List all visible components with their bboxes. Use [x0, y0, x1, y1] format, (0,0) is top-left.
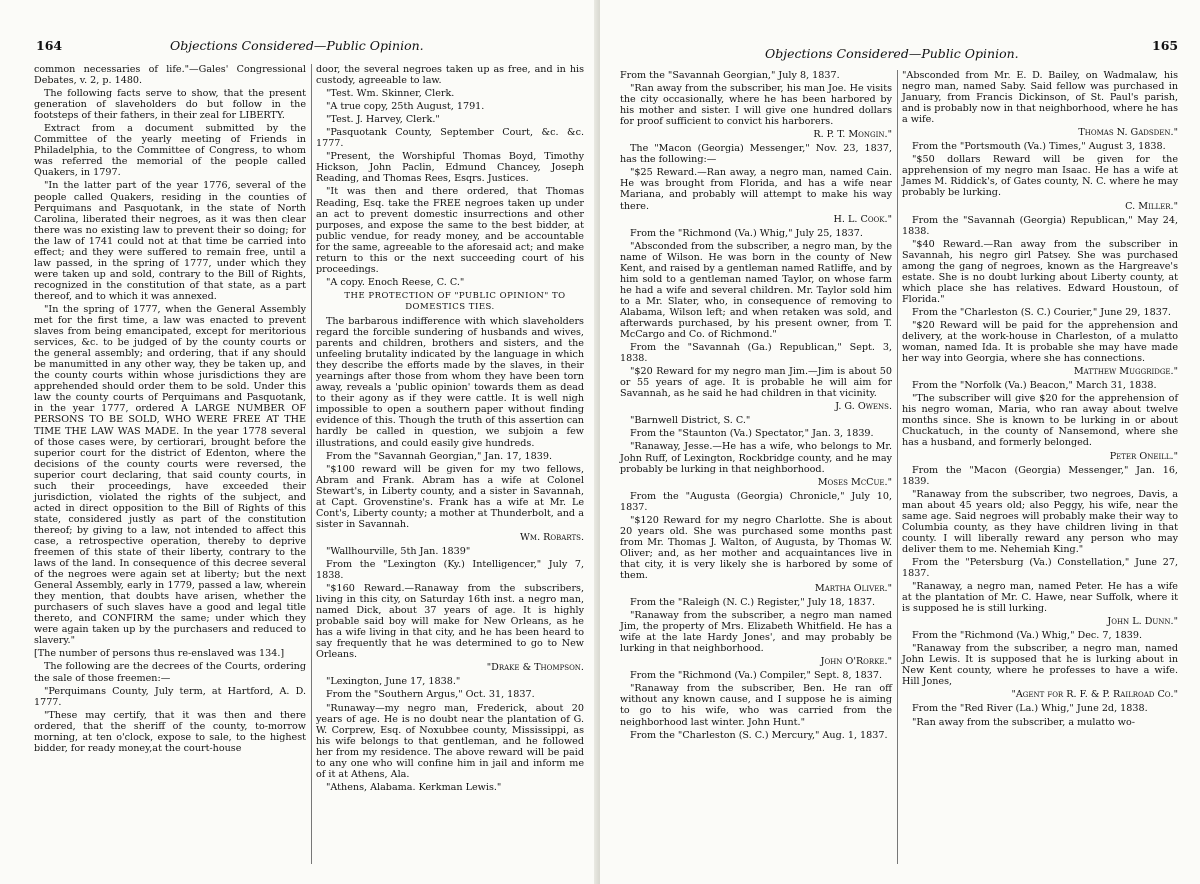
signature: Moses McCue."	[817, 476, 892, 488]
right-column-2	[902, 70, 1178, 730]
paragraph: "Test. J. Harvey, Clerk."	[326, 114, 440, 126]
paragraph: "Ranaway from the subscriber, a negro man named Jim, the property of Mrs. Elizabeth Whitfield. He has a wife at the late Hardy Jones', and may probably be lurking in that neighborhood.	[620, 610, 892, 655]
paragraph: "Ran away from the subscriber, his man Joe. He visits the city occasionally, where he has been harbored by his mother and sister. I will give one hundred dollars for proof sufficient to convict his harborers.	[620, 83, 892, 128]
paragraph: "Ranaway from the subscriber, a negro man, named John Lewis. It is supposed that he is lurking about in New Kent county, where he professes to have a wife. Hill Jones,	[902, 643, 1178, 688]
signature: John O'Rorke."	[820, 656, 892, 668]
paragraph: "Wallhourville, 5th Jan. 1839"	[326, 545, 471, 557]
paragraph: From the "Staunton (Va.) Spectator," Jan. 3, 1839.	[630, 428, 874, 440]
signature: Peter Oneill."	[1109, 450, 1178, 462]
paragraph: "Present, the Worshipful Thomas Boyd, Timothy Hickson, John Paclin, Edmund Chancey, Joseph Reading, and Thomas Rees, Esqrs. Justices.	[316, 151, 584, 185]
paragraph: From the "Richmond (Va.) Whig," July 25, 1837.	[630, 227, 863, 239]
paragraph: [The number of persons thus re-enslaved was 134.]	[34, 648, 285, 660]
signature: Wm. Robarts.	[520, 531, 584, 543]
paragraph: From the "Richmond (Va.) Whig," Dec. 7, 1839.	[912, 630, 1143, 642]
paragraph: From the "Savannah Georgian," July 8, 1837.	[620, 70, 840, 81]
signature: H. L. Cook."	[833, 213, 892, 225]
paragraph: From the "Richmond (Va.) Compiler," Sept. 8, 1837.	[630, 670, 883, 682]
column-rule	[311, 64, 312, 864]
paragraph: "Absconded from the subscriber, a negro man, by the name of Wilson. He was born in the county of New Kent, and raised by a gentleman named Ratliffe, and by him sold to a gentleman named Taylor, on whose farm he had a wife and several children. Mr. Taylor sold him to a Mr. Slater, who, in consequence of removing to Alabama, Wilson left; and when retaken was sold, and afterwards purchased, by his present owner, from T. McCargo and Co. of Richmond."	[620, 240, 892, 341]
paragraph: From the "Savannah (Ga.) Republican," Sept. 3, 1838.	[620, 342, 892, 365]
signature: Thomas N. Gadsden."	[1078, 127, 1178, 139]
paragraph: From the "Red River (La.) Whig," June 2d, 1838.	[912, 703, 1148, 715]
paragraph: "$120 Reward for my negro Charlotte. She is about 20 years old. She was purchased some months past from Mr. Thomas J. Walton, of Augusta, by Thomas W. Oliver; and, as her mother and acquaintances live in that city, it is very likely she is harbored by some of them.	[620, 514, 892, 581]
paragraph: From the "Savannah (Georgia) Republican," May 24, 1838.	[902, 214, 1178, 237]
paragraph: The barbarous indifference with which slaveholders regard the forcible sundering of husbands and wives, parents and children, brothers and sisters, and the unfeeling brutality indicated by the language in which they describe the efforts made by the slaves, in their yearnings after those from whom they have been torn away, reveals a 'public opinion' towards them as dead to their agony as if they were cattle. It is well nigh impossible to open a southern paper without finding evidence of this. Though the truth of this assertion can hardly be called in question, we subjoin a few illustrations, and could easily give hundreds.	[316, 315, 584, 449]
column-rule	[897, 70, 898, 864]
paragraph: "Pasquotank County, September Court, &c. &c. 1777.	[316, 127, 584, 150]
paragraph: "A copy. Enoch Reese, C. C."	[326, 276, 465, 288]
paragraph: From the "Augusta (Georgia) Chronicle," July 10, 1837.	[620, 490, 892, 513]
section-heading: THE PROTECTION OF "PUBLIC OPINION" TO DOMESTICS TIES.	[344, 290, 566, 312]
paragraph: door, the several negroes taken up as free, and in his custody, agreeable to law.	[316, 64, 584, 87]
paragraph: "These may certify, that it was then and there ordered, that the sheriff of the county, to-morrow morning, at ten o'clock, expose to sale, to the highest bidder, for ready money,at the court-house	[34, 709, 306, 754]
paragraph: From the "Southern Argus," Oct. 31, 1837.	[326, 689, 535, 701]
paragraph: "Lexington, June 17, 1838."	[326, 676, 461, 688]
paragraph: From the "Lexington (Ky.) Intelligencer," July 7, 1838.	[316, 558, 584, 582]
paragraph: From the "Charleston (S. C.) Mercury," Aug. 1, 1837.	[630, 729, 888, 741]
paragraph: "In the spring of 1777, when the General Assembly met for the first time, a law was enacted to prevent slaves from being emancipated, except for meritorious services, &c. to be judged of by the county courts or the general assembly; and ordering, that if any should be manumitted in any other way, they be taken up, and the county courts within whose jurisdictions they are apprehended should order them to be sold. Under this law the county courts of Perquimans and Pasquotank, in the year 1777, ordered A LARGE NUMBER OF PERSONS TO BE SOLD, WHO WERE FREE AT THE TIME THE LAW WAS MADE. In the year 1778 several of those cases were, by certiorari, brought before the superior court for the district of Edenton, where the decisions of the county courts were reversed, the superior court declaring, that said county courts, in such their proceedings, have exceeded their jurisdiction, violated the rights of the subject, and acted in direct opposition to the Bill of Rights of this state, considered justly as part of the constitution thereof; by giving to a law, not intended to affect this case, a retrospective operation, thereby to deprive freemen of this state of their liberty, contrary to the laws of the land. In consequence of this decree several of the negroes were again set at liberty; but the next General Assembly, early in 1779, passed a law, wherein they mention, that doubts have arisen, whether the purchasers of such slaves have a good and legal title thereto, and CONFIRM the same; under which they were again taken up by the purchasers and reduced to slavery."	[34, 303, 306, 647]
paragraph: "Ranaway from the subscriber, Ben. He ran off without any known cause, and I suppose he is aiming to go to his wife, who was carried from the neighborhood last winter. John Hunt."	[620, 683, 892, 728]
paragraph: "$25 Reward.—Ran away, a negro man, named Cain. He was brought from Florida, and has a wife near Mariana, and probably will attempt to make his way there.	[620, 167, 892, 212]
paragraph: From the "Macon (Georgia) Messenger," Jan. 16, 1839.	[902, 464, 1178, 487]
paragraph: "Perquimans County, July term, at Hartford, A. D. 1777.	[34, 685, 306, 708]
paragraph: "$50 dollars Reward will be given for the apprehension of my negro man Isaac. He has a wife at James M. Riddick's, of Gates county, N. C. where he may probably be lurking.	[902, 154, 1178, 199]
paragraph: "$40 Reward.—Ran away from the subscriber in Savannah, his negro girl Patsey. She was purchased among the gang of negroes, known as the Hargreave's estate. She is no doubt lurking about Liberty county, at which place she has relatives. Edward Houstoun, of Florida."	[902, 238, 1178, 305]
signature: J. G. Owens.	[835, 401, 892, 413]
signature: "Agent for R. F. & P. Railroad Co."	[1011, 689, 1178, 701]
paragraph: From the "Charleston (S. C.) Courier," June 29, 1837.	[912, 306, 1171, 318]
right-running-title: Objections Considered—Public Opinion.	[765, 46, 1019, 61]
signature: Matthew Muggridge."	[1073, 366, 1178, 378]
paragraph: Extract from a document submitted by the Committee of the yearly meeting of Friends in Philadelphia, to the Committee of Congress, to whom was referred the memorial of the people called Quakers, in 1797.	[34, 123, 306, 179]
paragraph: "Ranaway from the subscriber, two negroes, Davis, a man about 45 years old; also Peggy, his wife, near the same age. Said negroes will probably make their way to Columbia county, as they have children living in that county. I will liberally reward any person who may deliver them to me. Nehemiah King."	[902, 488, 1178, 555]
paragraph: "The subscriber will give $20 for the apprehension of his negro woman, Maria, who ran away about twelve months since. She is known to be lurking in or about Chuckatuch, in the county of Nansemond, where she has a husband, and formerly belonged.	[902, 393, 1178, 449]
left-page-number: 164	[36, 38, 63, 53]
paragraph: The following are the decrees of the Courts, ordering the sale of those freemen:—	[34, 661, 306, 684]
paragraph: "$100 reward will be given for my two fellows, Abram and Frank. Abram has a wife at Colonel Stewart's, in Liberty county, and a sister in Savannah, at Capt. Grovenstine's. Frank has a wife at Mr. Le Cont's, Liberty county; a mother at Thunderbolt, and a sister in Savannah.	[316, 463, 584, 530]
paragraph: From the "Petersburg (Va.) Constellation," June 27, 1837.	[902, 556, 1178, 579]
left-column-2	[316, 64, 584, 795]
signature: C. Miller."	[1125, 200, 1178, 212]
signature: John L. Dunn."	[1107, 616, 1178, 628]
right-page-number: 165	[1152, 38, 1179, 53]
paragraph: "A true copy, 25th August, 1791.	[326, 101, 485, 113]
right-page	[600, 0, 1200, 884]
paragraph: The "Macon (Georgia) Messenger," Nov. 23, 1837, has the following:—	[620, 143, 892, 166]
paragraph: From the "Savannah Georgian," Jan. 17, 1839.	[326, 450, 553, 462]
paragraph: "Ranaway, a negro man, named Peter. He has a wife at the plantation of Mr. C. Hawe, near Suffolk, where it is supposed he is still lurking.	[902, 581, 1178, 615]
paragraph: "$160 Reward.—Ranaway from the subscribers, living in this city, on Saturday 16th inst. a negro man, named Dick, about 37 years of age. It is highly probable said boy will make for New Orleans, as he has a wife living in that city, and he has been heard to say frequently that he was determined to go to New Orleans.	[316, 583, 584, 661]
right-column-1	[620, 70, 892, 743]
left-running-title: Objections Considered—Public Opinion.	[170, 38, 424, 53]
paragraph: "Athens, Alabama. Kerkman Lewis."	[326, 781, 502, 793]
signature: R. P. T. Mongin."	[813, 129, 892, 141]
paragraph: "Ranaway, Jesse.—He has a wife, who belongs to Mr. John Ruff, of Lexington, Rockbridge county, and he may probably be lurking in that neighborhood.	[620, 441, 892, 475]
paragraph: The following facts serve to show, that the present generation of slaveholders do but follow in the footsteps of their fathers, in their zeal for LIBERTY.	[34, 88, 306, 122]
paragraph: "Runaway—my negro man, Frederick, about 20 years of age. He is no doubt near the plantation of G. W. Corprew, Esq. of Noxubbee county, Mississippi, as his wife belongs to that gentleman, and he followed her from my residence. The above reward will be paid to any one who will confine him in jail and inform me of it at Athens, Ala.	[316, 702, 584, 780]
left-column-1	[34, 64, 306, 756]
paragraph: From the "Portsmouth (Va.) Times," August 3, 1838.	[912, 141, 1166, 153]
paragraph: "$20 Reward for my negro man Jim.—Jim is about 50 or 55 years of age. It is probable he will aim for Savannah, as he said he had children in that vicinity.	[620, 366, 892, 400]
paragraph: "$20 Reward will be paid for the apprehension and delivery, at the work-house in Charleston, of a mulatto woman, named Ida. It is probable she may have made her way into Georgia, where she has connections.	[902, 319, 1178, 365]
paragraph: "It was then and there ordered, that Thomas Reading, Esq. take the FREE negroes taken up under an act to prevent domestic insurrections and other purposes, and expose the same to the best bidder, at public vendue, for ready money, and be accountable for the same, agreeable to the aforesaid act; and make return to this or the next succeeding court of his proceedings.	[316, 186, 584, 275]
paragraph: "Absconded from Mr. E. D. Bailey, on Wadmalaw, his negro man, named Saby. Said fellow was purchased in January, from Francis Dickinson, of St. Paul's parish, and is probably now in that neighborhood, where he has a wife.	[902, 70, 1178, 126]
paragraph: common necessaries of life."—Gales' Congressional Debates, v. 2, p. 1480.	[34, 64, 306, 87]
paragraph: From the "Norfolk (Va.) Beacon," March 31, 1838.	[912, 380, 1157, 392]
paragraph: From the "Raleigh (N. C.) Register," July 18, 1837.	[630, 597, 876, 609]
paragraph: "Test. Wm. Skinner, Clerk.	[326, 88, 455, 100]
signature: "Drake & Thompson.	[486, 662, 584, 674]
paragraph: "Barnwell District, S. C."	[630, 415, 751, 427]
paragraph: "Ran away from the subscriber, a mulatto wo-	[912, 716, 1135, 728]
paragraph: "In the latter part of the year 1776, several of the people called Quakers, residing in the counties of Perquimans and Pasquotank, in the state of North Carolina, liberated their negroes, as it was then clear there was no existing law to prevent their so doing; for the law of 1741 could not at that time be carried into effect; and they were suffered to remain free, until a law passed, in the spring of 1777, under which they were taken up and sold, contrary to the Bill of Rights, recognized in the constitution of that state, as a part thereof, and to which it was annexed.	[34, 180, 306, 302]
signature: Martha Oliver."	[814, 583, 892, 595]
